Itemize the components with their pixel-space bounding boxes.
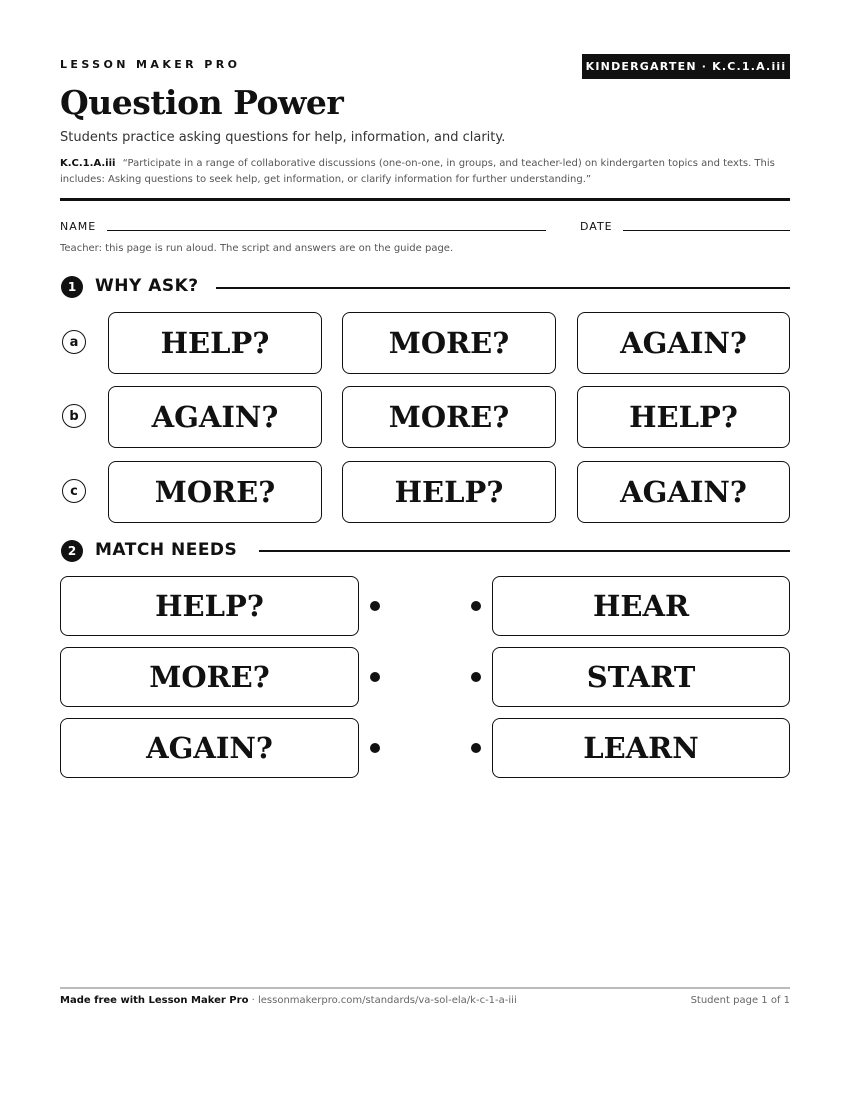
row-c-letter: c: [62, 479, 86, 503]
match-left-card-3[interactable]: AGAIN?: [60, 718, 359, 778]
row-b-card-3[interactable]: HELP?: [577, 386, 790, 448]
footer-page-number: Student page 1 of 1: [690, 995, 790, 1006]
match-left-dot-3[interactable]: [370, 743, 380, 753]
row-b-letter: b: [62, 404, 86, 428]
row-c-card-3[interactable]: AGAIN?: [577, 461, 790, 523]
match-right-dot-1[interactable]: [471, 601, 481, 611]
row-a-card-1[interactable]: HELP?: [108, 312, 322, 374]
row-c-card-2[interactable]: HELP?: [342, 461, 556, 523]
page-subtitle: Students practice asking questions for help, information, and clarity.: [60, 130, 506, 145]
row-a-letter: a: [62, 330, 86, 354]
standard-text: “Participate in a range of collaborative discussions (one-on-one, in groups, and teacher-led) on kindergarten topics and texts. This includes: Asking questions to seek help, get information, or clarify information for further understanding.”: [60, 158, 775, 185]
row-c-card-1[interactable]: MORE?: [108, 461, 322, 523]
match-right-dot-3[interactable]: [471, 743, 481, 753]
match-left-dot-2[interactable]: [370, 672, 380, 682]
footer-made-with: Made free with Lesson Maker Pro: [60, 995, 249, 1006]
standard-code: K.C.1.A.iii: [60, 158, 116, 169]
date-field[interactable]: [623, 230, 790, 231]
date-label: DATE: [580, 220, 613, 233]
match-right-card-1[interactable]: HEAR: [492, 576, 790, 636]
match-right-dot-2[interactable]: [471, 672, 481, 682]
row-a-card-2[interactable]: MORE?: [342, 312, 556, 374]
section-2-number: 2: [61, 540, 83, 562]
match-left-dot-1[interactable]: [370, 601, 380, 611]
name-field[interactable]: [107, 230, 546, 231]
footer-url[interactable]: lessonmakerpro.com/standards/va-sol-ela/k-c-1-a-iii: [257, 995, 517, 1006]
row-b-card-2[interactable]: MORE?: [342, 386, 556, 448]
grade-standard-tag: KINDERGARTEN · K.C.1.A.iii: [582, 54, 790, 79]
match-right-card-2[interactable]: START: [492, 647, 790, 707]
section-1-number: 1: [61, 276, 83, 298]
section-2-title: MATCH NEEDS: [95, 540, 238, 560]
match-right-card-3[interactable]: LEARN: [492, 718, 790, 778]
row-b-card-1[interactable]: AGAIN?: [108, 386, 322, 448]
match-left-card-1[interactable]: HELP?: [60, 576, 359, 636]
footer-credit: [60, 995, 517, 1006]
section-2-rule: [259, 550, 790, 552]
footer-divider: [60, 987, 790, 989]
brand-name: LESSON MAKER PRO: [60, 58, 241, 71]
row-a-card-3[interactable]: AGAIN?: [577, 312, 790, 374]
page-title: Question Power: [60, 83, 344, 122]
section-1-rule: [216, 287, 790, 289]
teacher-note: Teacher: this page is run aloud. The script and answers are on the guide page.: [60, 243, 454, 254]
footer-separator: ·: [248, 995, 258, 1006]
standard-description: [60, 156, 785, 188]
name-label: NAME: [60, 220, 97, 233]
section-1-title: WHY ASK?: [95, 276, 199, 296]
match-left-card-2[interactable]: MORE?: [60, 647, 359, 707]
header-divider: [60, 198, 790, 201]
